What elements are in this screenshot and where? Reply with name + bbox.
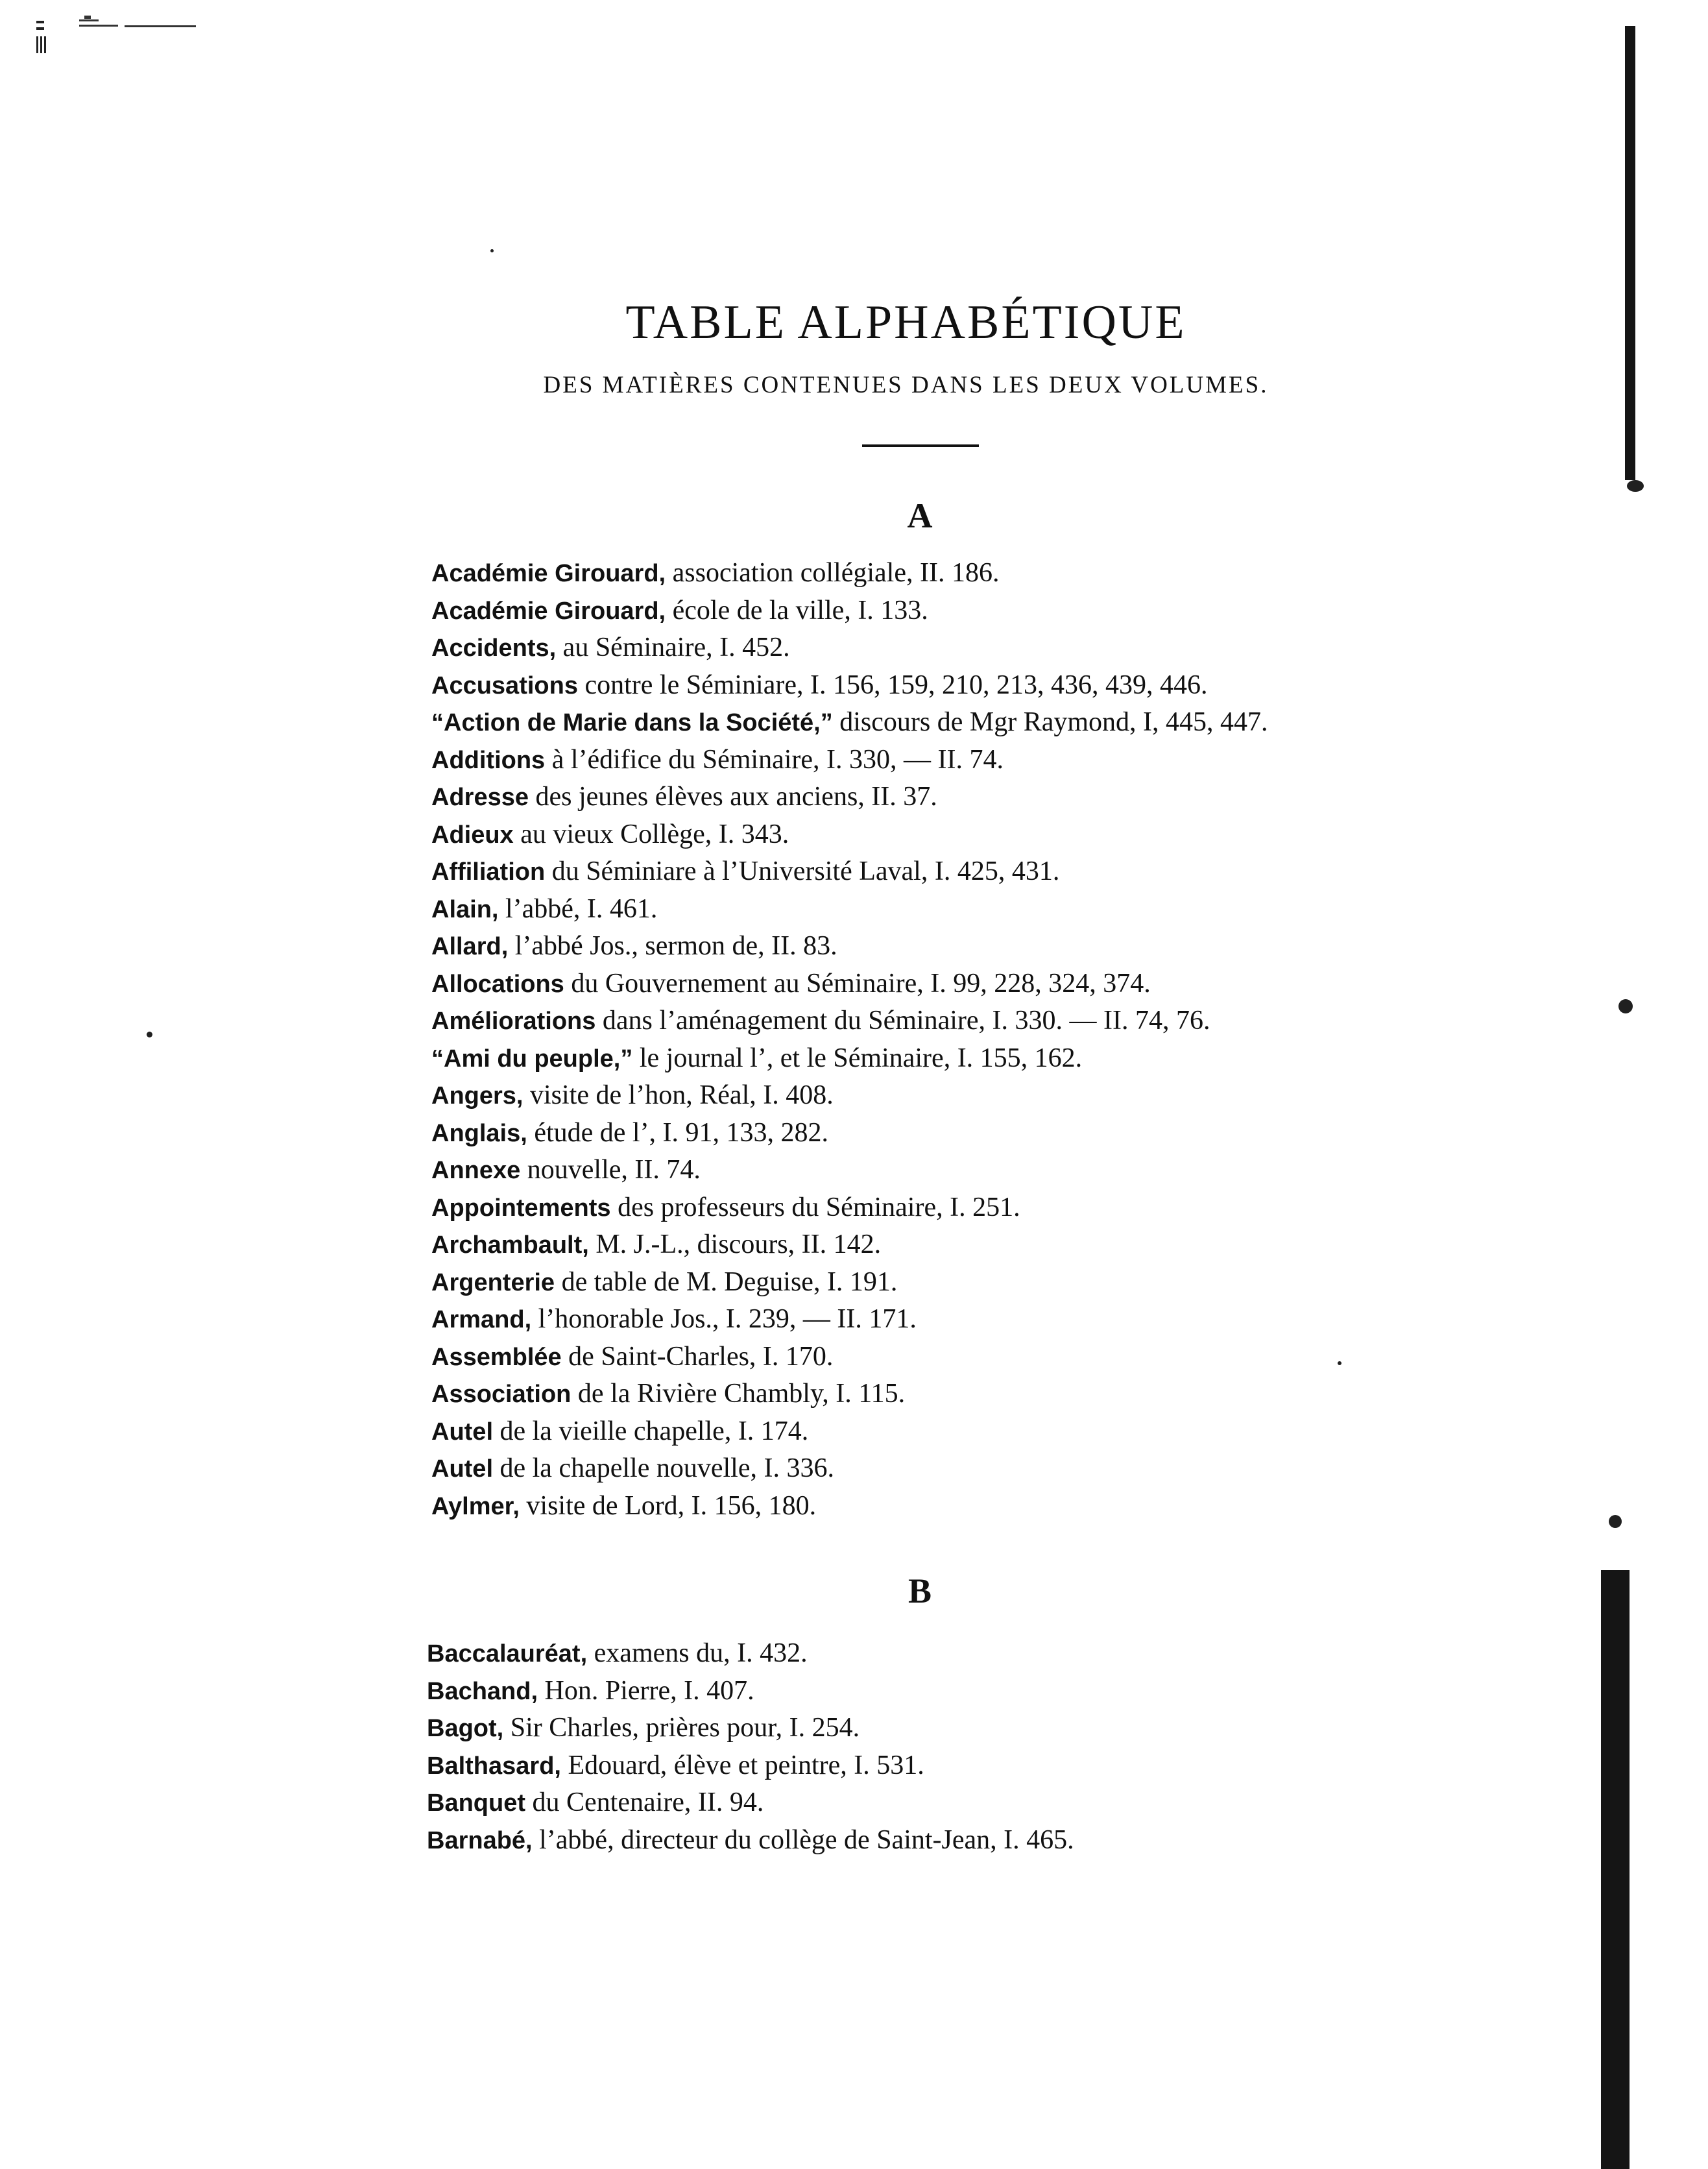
index-entry (427, 1784, 1432, 1822)
entry-details: de table de M. Deguise, I. 191. (555, 1266, 898, 1297)
entry-keyword: Anglais, (431, 1119, 527, 1147)
entry-keyword: Autel (431, 1418, 493, 1446)
entry-details: association collégiale, II. 186. (666, 558, 1000, 588)
entry-keyword: Argenterie (431, 1268, 555, 1296)
entry-details: de Saint-Charles, I. 170. (561, 1341, 834, 1372)
index-entry (427, 1635, 1432, 1673)
entry-details: dans l’aménagement du Séminaire, I. 330. — II. 74, 76. (595, 1006, 1210, 1036)
index-entry (431, 1413, 1437, 1451)
entry-details: discours de Mgr Raymond, I, 445, 447. (832, 707, 1268, 737)
entry-details: visite de l’hon, Réal, I. 408. (523, 1080, 834, 1110)
entry-details: des jeunes élèves aux anciens, II. 37. (528, 782, 937, 812)
index-entry (431, 555, 1437, 592)
index-entry (427, 1747, 1432, 1785)
entry-keyword: Banquet (427, 1789, 525, 1817)
index-entry (431, 779, 1437, 816)
entry-keyword: Additions (431, 746, 546, 774)
entry-keyword: Appointements (431, 1194, 611, 1222)
entry-details: de la Rivière Chambly, I. 115. (571, 1379, 906, 1409)
index-entry (431, 965, 1437, 1003)
entry-details: à l’édifice du Séminaire, I. 330, — II. 74. (545, 744, 1004, 775)
section-b-entries (427, 1635, 1432, 1859)
entry-keyword: Améliorations (431, 1008, 596, 1035)
section-letter-b: B (908, 1571, 932, 1610)
index-entry (431, 1339, 1437, 1376)
entry-keyword: Allocations (431, 970, 564, 998)
entry-details: Edouard, élève et peintre, I. 531. (560, 1750, 924, 1780)
index-entry (431, 1040, 1437, 1078)
index-entry (431, 704, 1437, 742)
entry-details: Sir Charles, prières pour, I. 254. (503, 1713, 860, 1743)
entry-keyword: Affiliation (431, 858, 546, 886)
index-entry (431, 1450, 1437, 1488)
index-entry (431, 1488, 1437, 1525)
index-entry (431, 1115, 1437, 1152)
entry-details: visite de Lord, I. 156, 180. (519, 1490, 817, 1521)
title-rule (862, 444, 979, 447)
scan-edge-shadow-bottom (1601, 1570, 1630, 2169)
entry-keyword: Association (431, 1381, 571, 1408)
entry-details: de la chapelle nouvelle, I. 336. (493, 1453, 834, 1483)
entry-keyword: Bagot, (427, 1715, 504, 1742)
entry-keyword: Alain, (431, 895, 499, 923)
entry-details: au Séminaire, I. 452. (556, 633, 790, 662)
index-entry (431, 891, 1437, 928)
entry-keyword: Adieux (431, 821, 514, 849)
entry-details: du Centenaire, II. 94. (525, 1787, 764, 1817)
entry-details: contre le Séminiare, I. 156, 159, 210, 213, 436, 439, 446. (577, 670, 1208, 700)
entry-details: du Gouvernement au Séminaire, I. 99, 228, 324, 374. (564, 968, 1151, 999)
index-entry (431, 1226, 1437, 1264)
index-entry (431, 1002, 1437, 1040)
index-entry (431, 1264, 1437, 1302)
entry-keyword: Académie Girouard, (431, 597, 666, 625)
entry-details: l’abbé Jos., sermon de, II. 83. (508, 931, 837, 961)
entry-keyword: “Ami du peuple,” (431, 1045, 633, 1072)
index-entry (427, 1673, 1432, 1710)
entry-details: Hon. Pierre, I. 407. (538, 1675, 754, 1706)
index-entry (431, 1077, 1437, 1115)
page-subtitle: DES MATIÈRES CONTENUES DANS LES DEUX VOLUMES. (543, 372, 1269, 398)
scan-speck (147, 1032, 152, 1037)
index-entry (431, 853, 1437, 891)
entry-keyword: Bachand, (427, 1677, 538, 1705)
index-entry (427, 1710, 1432, 1747)
entry-details: de la vieille chapelle, I. 174. (493, 1416, 809, 1446)
scan-margin-mark (34, 14, 202, 60)
scan-speck (1618, 999, 1633, 1013)
entry-keyword: Académie Girouard, (431, 560, 666, 587)
entry-keyword: Accusations (431, 672, 578, 699)
scan-edge-shadow-top (1625, 26, 1635, 480)
index-entry (431, 629, 1437, 667)
entry-details: le journal l’, et le Séminaire, I. 155, 162. (632, 1043, 1083, 1073)
index-entry (427, 1822, 1432, 1860)
entry-details: école de la ville, I. 133. (666, 595, 928, 625)
entry-details: l’abbé, I. 461. (498, 893, 658, 924)
page-title: TABLE ALPHABÉTIQUE (625, 296, 1186, 349)
index-entry (431, 1189, 1437, 1227)
entry-details: au vieux Collège, I. 343. (513, 819, 789, 849)
section-a-entries (431, 555, 1437, 1525)
index-entry (431, 667, 1437, 705)
entry-details: nouvelle, II. 74. (520, 1155, 701, 1185)
index-entry (431, 1152, 1437, 1189)
entry-details: l’honorable Jos., I. 239, — II. 171. (531, 1304, 917, 1334)
entry-keyword: Archambault, (431, 1231, 589, 1259)
index-entry (431, 742, 1437, 779)
entry-details: des professeurs du Séminaire, I. 251. (610, 1192, 1020, 1222)
entry-keyword: Autel (431, 1455, 493, 1483)
entry-keyword: Balthasard, (427, 1752, 561, 1780)
entry-keyword: Baccalauréat, (427, 1640, 588, 1667)
scan-speck (1627, 480, 1644, 492)
index-entry (431, 1375, 1437, 1413)
entry-keyword: “Action de Marie dans la Société,” (431, 709, 833, 736)
entry-keyword: Barnabé, (427, 1826, 533, 1854)
index-entry (431, 1301, 1437, 1339)
entry-keyword: Accidents, (431, 635, 557, 662)
index-entry (431, 816, 1437, 854)
entry-details: l’abbé, directeur du collège de Saint-Jean, I. 465. (532, 1824, 1074, 1855)
entry-keyword: Annexe (431, 1157, 521, 1184)
entry-details: du Séminiare à l’Université Laval, I. 425, 431. (545, 856, 1060, 886)
entry-keyword: Armand, (431, 1306, 532, 1333)
scan-speck (490, 249, 494, 252)
entry-keyword: Assemblée (431, 1343, 562, 1371)
section-letter-a: A (907, 496, 933, 535)
entry-details: M. J.-L., discours, II. 142. (588, 1230, 882, 1259)
entry-keyword: Aylmer, (431, 1492, 520, 1520)
scan-speck (1609, 1515, 1622, 1528)
entry-keyword: Allard, (431, 933, 509, 960)
entry-keyword: Adresse (431, 784, 529, 811)
entry-details: étude de l’, I. 91, 133, 282. (527, 1117, 829, 1148)
entry-details: examens du, I. 432. (587, 1638, 808, 1668)
index-entry (431, 928, 1437, 965)
entry-keyword: Angers, (431, 1082, 523, 1109)
index-entry (431, 592, 1437, 630)
